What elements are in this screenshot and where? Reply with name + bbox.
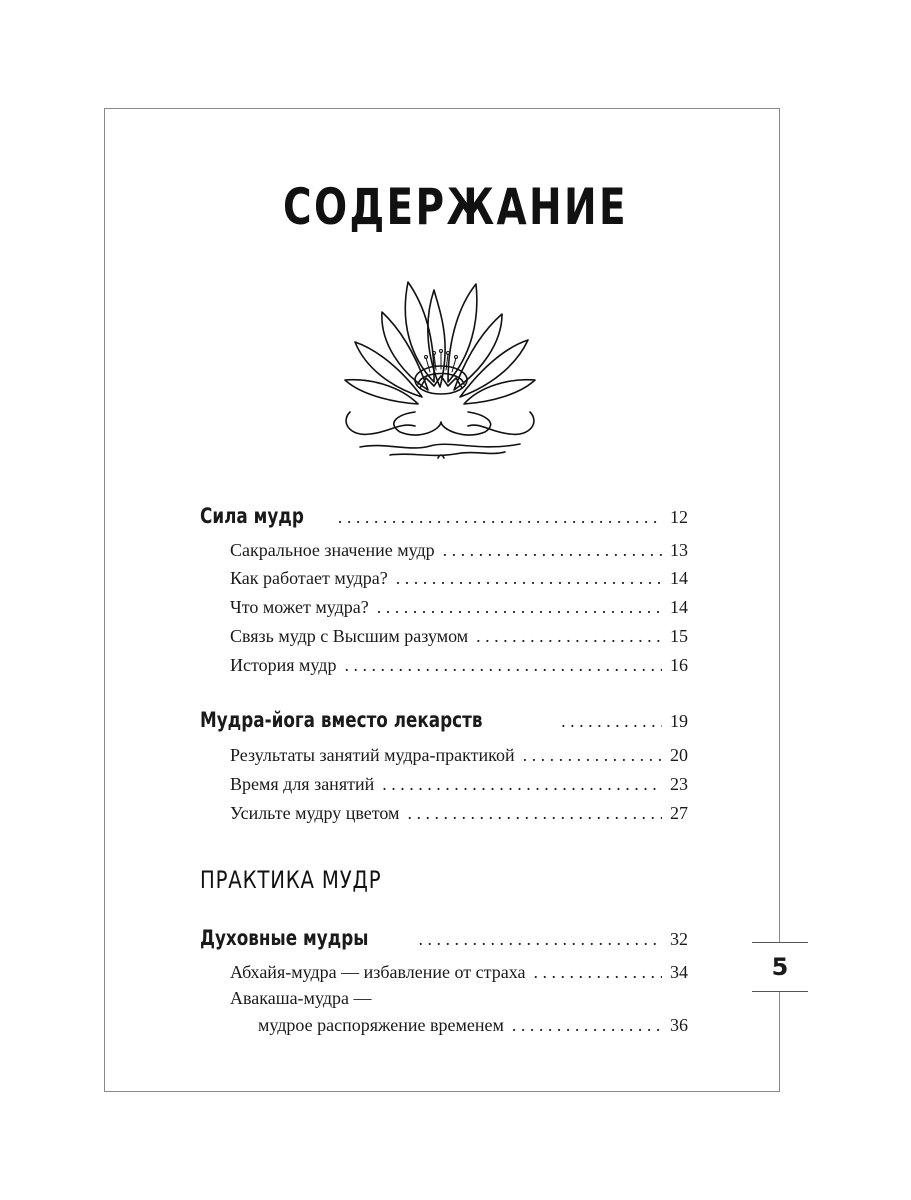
toc-section-sila-mudr[interactable] [200, 504, 688, 528]
toc-section-title: Духовные мудры [200, 926, 369, 950]
dot-leader [533, 962, 662, 983]
toc-section-title: Сила мудр [200, 504, 304, 528]
toc-page-number: 12 [670, 507, 688, 527]
part-title: ПРАКТИКА МУДР [200, 866, 382, 894]
dot-leader [396, 568, 662, 589]
dot-leader [443, 540, 662, 561]
dot-leader [382, 774, 662, 795]
toc-item[interactable]: Что может мудра? . . . 14 [230, 597, 688, 618]
toc-item[interactable]: Сакральное значение мудр . . . 13 [230, 540, 688, 561]
dot-leader [344, 655, 662, 676]
dot-leader [476, 626, 662, 647]
toc-section-title: Мудра-йога вместо лекарств [200, 708, 483, 732]
dot-leader [338, 507, 662, 528]
toc-section-mudra-yoga[interactable] [200, 708, 688, 732]
toc-section-dukhovnye-mudry[interactable] [200, 926, 688, 950]
dot-leader [523, 745, 662, 766]
toc-item[interactable]: Результаты занятий мудра-практикой . . . 20 [230, 745, 688, 766]
dot-leader [561, 711, 662, 732]
toc-item[interactable]: мудрое распоряжение временем . . . 36 [258, 1015, 688, 1036]
lotus-icon [330, 262, 550, 462]
toc-item[interactable]: Связь мудр с Высшим разумом . . . 15 [230, 626, 688, 647]
toc-item[interactable]: Время для занятий . . . 23 [230, 774, 688, 795]
dot-leader [407, 803, 662, 824]
toc-item[interactable]: Абхайя-мудра — избавление от страха . . . 34 [230, 962, 688, 983]
page-title: СОДЕРЖАНИЕ [283, 178, 628, 236]
dot-leader [512, 1015, 662, 1036]
toc-item[interactable]: Как работает мудра? . . . 14 [230, 568, 688, 589]
toc-item-line1[interactable]: Авакаша-мудра — [230, 988, 372, 1008]
page-number: 5 [752, 942, 808, 992]
dot-leader [377, 597, 662, 618]
toc-page-number: 19 [670, 711, 688, 731]
dot-leader [419, 929, 662, 950]
toc-item[interactable]: Усильте мудру цветом . . . 27 [230, 803, 688, 824]
toc-item[interactable]: История мудр . . . 16 [230, 655, 688, 676]
toc-page-number: 32 [670, 929, 688, 949]
